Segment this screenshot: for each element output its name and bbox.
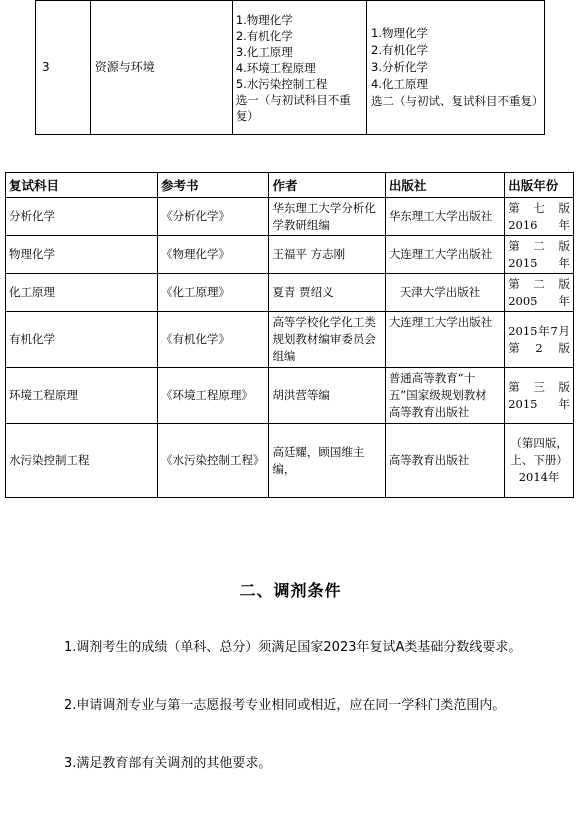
list-item: 1.物理化学 — [235, 12, 293, 27]
cell-subject: 分析化学 — [6, 198, 158, 236]
cell-author: 华东理工大学分析化学教研组编 — [269, 198, 385, 236]
cell-publisher: 普通高等教育“十五”国家级规划教材 高等教育出版社 — [385, 368, 504, 424]
column-header: 参考书 — [158, 173, 269, 198]
condition-paragraph: 2.申请调剂专业与第一志愿报考专业相同或相近，应在同一学科门类范围内。 — [64, 698, 506, 713]
row-number: 3 — [36, 1, 91, 135]
cell-subject: 水污染控制工程 — [6, 424, 158, 498]
column-header: 出版年份 — [505, 173, 574, 198]
cell-publisher: 大连理工大学出版社 — [385, 236, 504, 274]
cell-subject: 化工原理 — [6, 274, 158, 312]
list-item: 选一（与初试科目不重复） — [235, 92, 351, 123]
list-item: 3.化工原理 — [235, 44, 293, 59]
cell-year: （第四版，上、下册）2014年 — [505, 424, 574, 498]
table-row — [6, 424, 574, 498]
table-row — [6, 312, 574, 368]
condition-paragraph: 1.调剂考生的成绩（单科、总分）须满足国家2023年复试A类基础分数线要求。 — [64, 640, 522, 655]
list-item: 2.有机化学 — [235, 28, 293, 43]
column-header: 作者 — [269, 173, 385, 198]
cell-subject: 环境工程原理 — [6, 368, 158, 424]
cell-year: 第三版2015年 — [505, 368, 574, 424]
list-item: 1.物理化学 — [371, 26, 429, 40]
cell-publisher: 高等教育出版社 — [385, 424, 504, 498]
list-item: 5.水污染控制工程 — [235, 76, 328, 91]
list-item: 4.环境工程原理 — [235, 60, 316, 75]
elective-list-b — [367, 1, 545, 135]
list-item: 2.有机化学 — [371, 43, 429, 57]
list-item: 选二（与初试、复试科目不重复） — [371, 94, 544, 108]
cell-book: 《分析化学》 — [158, 198, 269, 236]
elective-list-a — [232, 1, 366, 135]
cell-publisher: 天津大学出版社 — [385, 274, 504, 312]
subjects-table — [35, 0, 545, 135]
cell-book: 《环境工程原理》 — [158, 368, 269, 424]
column-header: 复试科目 — [6, 173, 158, 198]
cell-year: 2015年7月第2版 — [505, 312, 574, 368]
cell-author: 夏青 贾绍义 — [269, 274, 385, 312]
cell-year: 第二版2005年 — [505, 274, 574, 312]
table-row — [6, 274, 574, 312]
section-title: 二、调剂条件 — [239, 581, 342, 600]
table-row — [6, 236, 574, 274]
cell-author: 王福平 方志刚 — [269, 236, 385, 274]
cell-author: 胡洪营等编 — [269, 368, 385, 424]
cell-subject: 有机化学 — [6, 312, 158, 368]
research-direction: 资源与环境 — [90, 1, 232, 135]
cell-book: 《有机化学》 — [158, 312, 269, 368]
list-item: 4.化工原理 — [371, 77, 429, 91]
cell-book: 《水污染控制工程》 — [158, 424, 269, 498]
cell-publisher: 大连理工大学出版社 — [385, 312, 504, 368]
table-row — [6, 198, 574, 236]
cell-author: 高廷耀，顾国维主编， — [269, 424, 385, 498]
table-row — [6, 368, 574, 424]
cell-year: 第七版2016年 — [505, 198, 574, 236]
cell-book: 《化工原理》 — [158, 274, 269, 312]
list-item: 3.分析化学 — [371, 60, 429, 74]
cell-book: 《物理化学》 — [158, 236, 269, 274]
column-header: 出版社 — [385, 173, 504, 198]
reference-books-table — [5, 172, 574, 498]
table-header-row — [6, 173, 574, 198]
cell-subject: 物理化学 — [6, 236, 158, 274]
condition-paragraph: 3.满足教育部有关调剂的其他要求。 — [64, 756, 272, 771]
cell-publisher: 华东理工大学出版社 — [385, 198, 504, 236]
cell-author: 高等学校化学化工类规划教材编审委员会组编 — [269, 312, 385, 368]
cell-year: 第二版2015年 — [505, 236, 574, 274]
